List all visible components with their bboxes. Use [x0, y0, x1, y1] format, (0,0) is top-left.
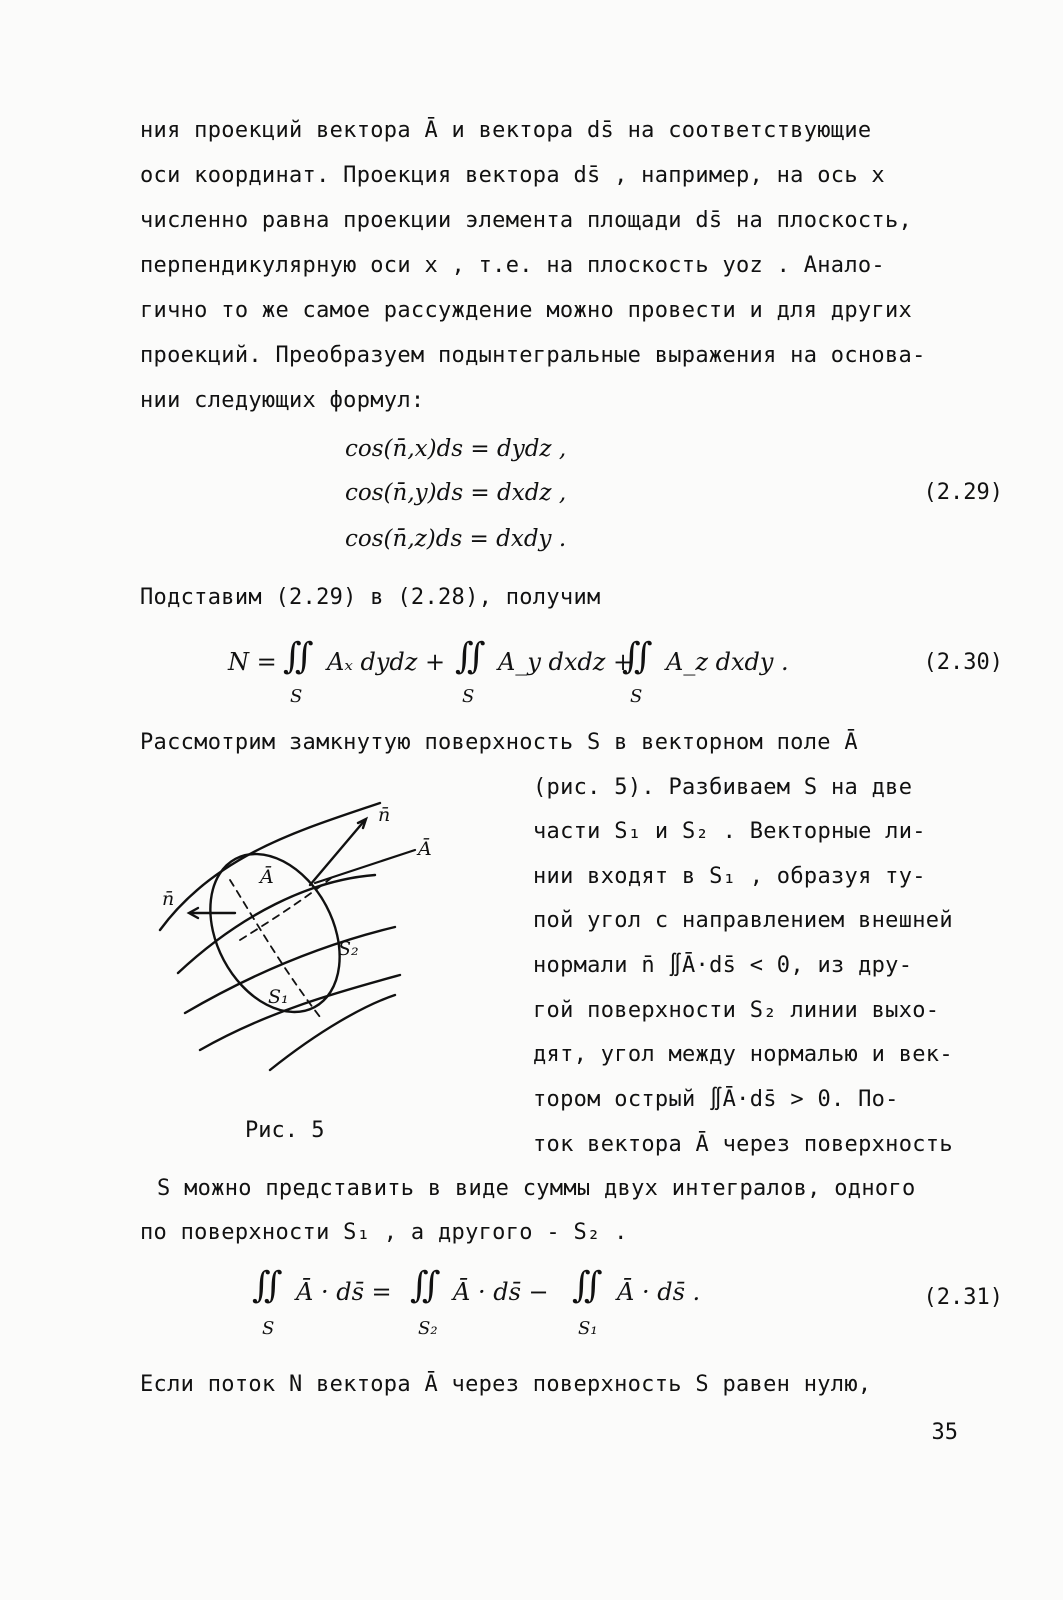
text-line: по поверхности S₁ , а другого - S₂ . [140, 1220, 628, 1245]
integral-subscript: S [262, 1318, 275, 1339]
label-a-top: Ā [418, 838, 432, 860]
formula-lhs: N = [228, 648, 277, 676]
label-a-inner: Ā [260, 866, 274, 888]
text-line: оси координат. Проекция вектора ds̄ , например, на ось x [140, 163, 885, 188]
formula-line: cos(n̄,z)ds = dxdy . [345, 526, 567, 552]
label-n-left: n̄ [162, 888, 175, 910]
text-line: ния проекций вектора Ā и вектора ds̄ на соответствующие [140, 118, 872, 143]
field-line [270, 995, 395, 1070]
formula-term: A_z dxdy . [666, 648, 789, 676]
formula-line: cos(n̄,y)ds = dxdz , [345, 480, 567, 506]
text-line: тором острый ∬Ā·ds̄ > 0. По- [533, 1087, 899, 1112]
text-line: Рассмотрим замкнутую поверхность S в векторном поле Ā [140, 730, 858, 755]
label-s1: S₁ [268, 986, 289, 1008]
vector-a-arrow [315, 850, 415, 883]
text-line: нормали n̄ ∬Ā·ds̄ < 0, из дру- [533, 953, 913, 978]
text-line: Подставим (2.29) в (2.28), получим [140, 585, 601, 610]
page-number: 35 [931, 1420, 958, 1445]
label-n-top: n̄ [378, 804, 391, 826]
text-line: части S₁ и S₂ . Векторные ли- [533, 819, 926, 844]
text-line: дят, угол между нормалью и век- [533, 1042, 953, 1067]
formula-term: Ā · ds̄ . [617, 1278, 701, 1306]
text-line: S можно представить в виде суммы двух интегралов, одного [157, 1176, 916, 1201]
double-integral-sign: ∬ [252, 1265, 283, 1306]
integral-subscript: S [290, 686, 303, 707]
double-integral-sign: ∬ [572, 1265, 603, 1306]
text-line: ток вектора Ā через поверхность [533, 1132, 953, 1157]
text-line: гой поверхности S₂ линии выхо- [533, 998, 940, 1023]
double-integral-sign: ∬ [622, 636, 653, 677]
text-line: гично то же самое рассуждение можно провести и для других [140, 298, 913, 323]
double-integral-sign: ∬ [283, 636, 314, 677]
text-line: (рис. 5). Разбиваем S на две [533, 775, 913, 800]
integral-subscript: S [462, 686, 475, 707]
figure-5 [160, 795, 432, 1080]
figure-caption: Рис. 5 [245, 1118, 325, 1143]
text-line: пой угол с направлением внешней [533, 908, 953, 933]
equation-number: (2.31) [923, 1285, 1003, 1310]
text-line: проекций. Преобразуем подынтегральные выражения на основа- [140, 343, 926, 368]
text-line: нии следующих формул: [140, 388, 425, 413]
formula-term: A_y dxdz + [498, 648, 634, 676]
text-line: численно равна проекции элемента площади ds̄ на плоскость, [140, 208, 913, 233]
label-s2: S₂ [338, 938, 359, 960]
formula-line: cos(n̄,x)ds = dydz , [345, 436, 567, 462]
equation-number: (2.30) [923, 650, 1003, 675]
text-line: перпендикулярную оси x , т.е. на плоскость yoz . Анало- [140, 253, 885, 278]
integral-subscript: S₂ [418, 1318, 438, 1339]
integral-subscript: S [630, 686, 643, 707]
text-line: нии входят в S₁ , образуя ту- [533, 864, 926, 889]
formula-term: Ā · ds̄ − [453, 1278, 549, 1306]
formula-term: Ā · ds̄ = [296, 1278, 392, 1306]
double-integral-sign: ∬ [455, 636, 486, 677]
double-integral-sign: ∬ [410, 1265, 441, 1306]
equation-number: (2.29) [923, 480, 1003, 505]
integral-subscript: S₁ [578, 1318, 598, 1339]
text-line: Если поток N вектора Ā через поверхность S равен нулю, [140, 1372, 872, 1397]
formula-term: Aₓ dydz + [327, 648, 446, 676]
